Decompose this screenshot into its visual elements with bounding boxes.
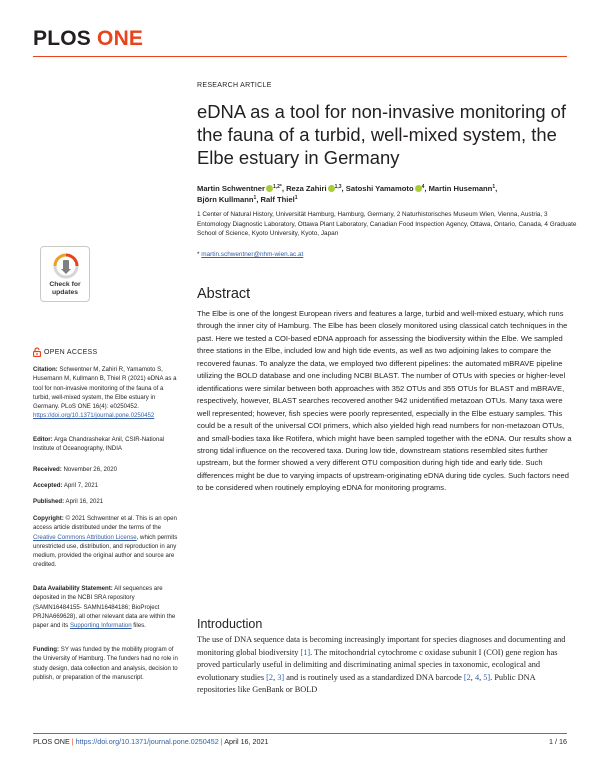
author-separator: , xyxy=(495,184,498,193)
article-title: eDNA as a tool for non-invasive monitoring of the fauna of a turbid, well-mixed system, the Elbe estuary in Germany xyxy=(197,101,567,168)
author-affiliation-mark: 4 xyxy=(421,184,425,190)
open-lock-icon xyxy=(33,347,41,357)
intro-sentence: and is routinely used as a standardized DNA barcode xyxy=(284,672,464,682)
citation-ref[interactable]: [2 xyxy=(463,672,471,682)
open-access-text: OPEN ACCESS xyxy=(44,348,98,356)
author-name[interactable]: Martin Husemann xyxy=(428,184,493,193)
editor-text: Arga Chandrashekar Anil, CSIR-National Institute of Oceanography, INDIA xyxy=(33,436,165,453)
citation-text: Schwentner M, Zahiri R, Yamamoto S, Husemann M, Kullmann B, Thiel R (2021) eDNA as a tool for non-invasive monitoring of the fauna of a turbid, well-mixed system, the Elbe estuary in Germany. PLoS ONE 16(4): e0250452. xyxy=(33,366,177,410)
citation-ref[interactable]: 3] xyxy=(277,672,285,682)
footer-journal-name: PLOS ONE xyxy=(33,737,70,746)
page-footer xyxy=(33,737,567,746)
header-divider xyxy=(33,56,567,57)
author-name[interactable]: Ralf Thiel xyxy=(260,195,295,204)
journal-name-one: ONE xyxy=(97,27,144,50)
citation-block xyxy=(33,365,181,421)
citation-ref[interactable]: [1] xyxy=(300,647,311,657)
copyright-text: © 2021 Schwentner et al. This is an open access article distributed under the terms of the xyxy=(33,515,177,532)
author-separator: , xyxy=(341,184,346,193)
author-affiliation-mark: 1,3 xyxy=(334,184,342,190)
citation-label: Citation: xyxy=(33,366,58,373)
author-name[interactable]: Reza Zahiri xyxy=(286,184,327,193)
ref-separator: , xyxy=(470,672,475,682)
author-separator: , xyxy=(281,184,287,193)
author-name[interactable]: Satoshi Yamamoto xyxy=(345,184,414,193)
supporting-information-link[interactable]: Supporting Information xyxy=(69,622,132,629)
intro-sentence: . Public DNA repositories like GenBank or BOLD xyxy=(197,672,536,694)
published-label: Published: xyxy=(33,498,65,505)
footer-divider xyxy=(33,733,567,734)
author-list xyxy=(197,183,577,205)
author-affiliation-mark: 1 xyxy=(253,195,257,201)
author-separator: , xyxy=(424,184,429,193)
intro-sentence: . The mitochondrial cytochrome c oxidase subunit I (COI) gene region has proved particularly useful in delimiting and discriminating animal species in taxonomic, ecological and evolutionary studies xyxy=(197,647,558,682)
corresponding-author xyxy=(197,251,303,258)
footer-doi-link[interactable]: https://doi.org/10.1371/journal.pone.0250452 xyxy=(75,737,219,746)
received-block xyxy=(33,465,181,474)
data-availability-block xyxy=(33,584,181,630)
journal-logo[interactable] xyxy=(33,27,143,51)
data-availability-text-end: files. xyxy=(133,622,146,629)
introduction-text xyxy=(197,634,575,697)
author-separator: , xyxy=(256,195,261,204)
funding-block xyxy=(33,645,181,682)
received-date: November 26, 2020 xyxy=(63,466,118,473)
citation-ref[interactable]: 5] xyxy=(483,672,491,682)
author-affiliation-mark: 1 xyxy=(294,195,298,201)
received-label: Received: xyxy=(33,466,62,473)
accepted-date: April 7, 2021 xyxy=(63,482,99,489)
footer-separator: | xyxy=(71,737,74,746)
funding-text: SY was funded by the mobility program of the University of Hamburg. The funders had no role in study design, data collection and analysis, decision to publish, or preparation of the manuscript. xyxy=(33,646,178,681)
corresponding-email-link[interactable]: martin.schwentner@nhm-wien.ac.at xyxy=(201,251,304,258)
orcid-icon[interactable] xyxy=(328,185,335,192)
copyright-text-end: , which permits unrestricted use, distribution, and reproduction in any medium, provided the original author and source are credited. xyxy=(33,533,178,569)
author-affiliation-mark: 1 xyxy=(492,184,496,190)
footer-left xyxy=(33,737,269,746)
published-block xyxy=(33,497,181,506)
citation-ref[interactable]: 4 xyxy=(474,672,480,682)
copyright-label: Copyright: xyxy=(33,515,64,522)
orcid-icon[interactable] xyxy=(415,185,422,192)
data-availability-text: All sequences are deposited in the NCBI SRA repository (SAMN16484155- SAMN16484186; BioProject PRJNA669628), all other relevant data are within the paper and its xyxy=(33,585,176,629)
journal-name-plos: PLOS xyxy=(33,27,91,50)
open-access-label xyxy=(33,347,97,357)
abstract-heading: Abstract xyxy=(197,286,251,302)
footer-date: April 16, 2021 xyxy=(224,737,269,746)
page-number: 1 / 16 xyxy=(549,737,567,746)
orcid-icon[interactable] xyxy=(266,185,273,192)
license-link[interactable]: Creative Commons Attribution License xyxy=(33,533,137,541)
corresponding-mark: * xyxy=(197,251,200,258)
editor-label: Editor: xyxy=(33,436,53,443)
author-name[interactable]: Martin Schwentner xyxy=(197,184,265,193)
affiliations: 1 Center of Natural History, Universität Hamburg, Hamburg, Germany, 2 Naturhistorisches Museum Wien, Vienna, Austria, 3 Entomology Diagnostic Laboratory, Ottawa Plant Laboratory, Canadian Food Inspection Agency, Ottawa, Ontario, Canada, 4 Graduate School of Science, Kyoto University, Kyoto, Japan xyxy=(197,211,577,238)
article-type: RESEARCH ARTICLE xyxy=(197,82,272,89)
funding-label: Funding: xyxy=(33,646,60,653)
intro-sentence: The use of DNA sequence data is becoming increasingly important for species diagnoses and documenting and monitoring global biodiversity xyxy=(197,635,566,657)
ref-separator: , xyxy=(479,672,484,682)
author-name[interactable]: Björn Kullmann xyxy=(197,195,254,204)
abstract-text: The Elbe is one of the longest European rivers and features a large, turbid and well-mixed estuary, which runs through the inner city of Hamburg. The Elbe has been closely monitored using classical catch techniques in the past. Here we tested a COI-based eDNA approach for assessing the biodiversity within the Elbe. We sampled three stations in the Elbe, included low and high tide events, as well as two adjoining lakes to compare the recovered faunas. To analyze the data, we employed two different pipelines: the automated mBRAVE pipeline utilizing the BOLD database and one including NCBI BLAST. The number of OTUs with species or higher-level identifications were similar between both approaches with 352 OTUs and 355 OTUs for BLAST and mBRAVE, respectively, however, BLAST searches recovered another 942 unidentified metazoan OTUs. Many taxa were well represented; however, fish species were poorly represented, especially in the Elbe estuary samples. This could be a result of the universal COI primers, which also yielded high read numbers for non-metazoan OTUs, and small-bodies taxa like Rotifera, which might have been sampled together with the eDNA. Our results show a strong tidal influence on the recovered taxa. During low tide, downstream stations resembled sites further upstream, but the former showed a very different OTU composition during high tide and early tide. Such differences might be due to varying impacts of upstream-originating eDNA during tide cycles. Such factors need to be considered when routinely employing eDNA for monitoring programs. xyxy=(197,309,572,493)
check-for-updates-badge[interactable] xyxy=(40,246,90,302)
ref-separator: , xyxy=(273,672,278,682)
citation-ref[interactable]: [2 xyxy=(266,672,274,682)
published-date: April 16, 2021 xyxy=(65,498,104,505)
citation-doi-link[interactable]: https://doi.org/10.1371/journal.pone.0250452 xyxy=(33,412,155,420)
copyright-block xyxy=(33,514,181,570)
crossmark-icon xyxy=(53,253,79,279)
accepted-block xyxy=(33,481,181,490)
data-availability-label: Data Availability Statement: xyxy=(33,585,113,592)
editor-block xyxy=(33,435,181,454)
author-affiliation-mark: 1,2* xyxy=(272,184,282,190)
accepted-label: Accepted: xyxy=(33,482,63,489)
check-for-updates-label: Check for updates xyxy=(49,281,81,296)
footer-separator: | xyxy=(220,737,223,746)
introduction-heading: Introduction xyxy=(197,617,263,631)
